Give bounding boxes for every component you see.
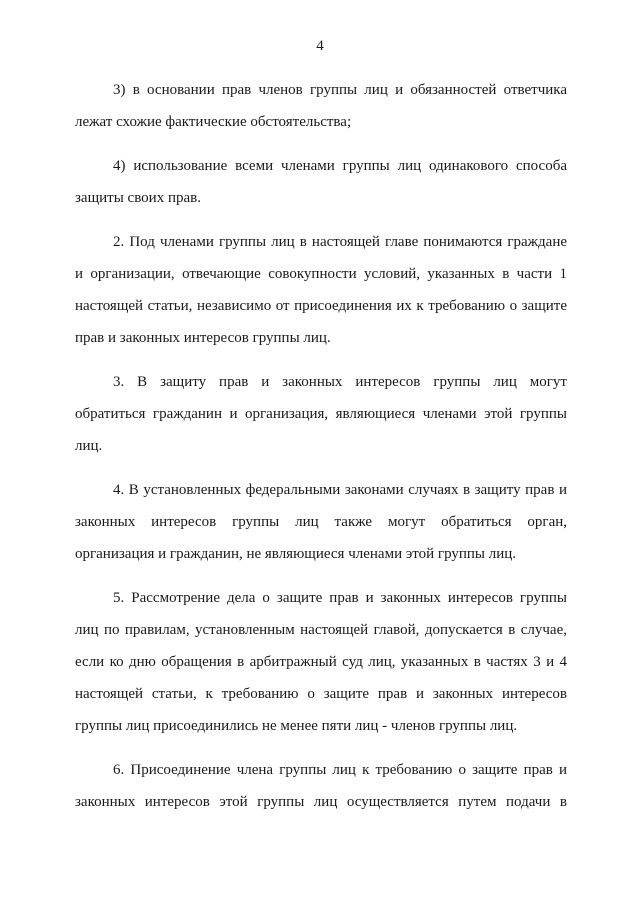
paragraph-part-3	[75, 366, 567, 462]
text-line: организация и гражданин, не являющиеся членами этой группы лиц.	[75, 546, 517, 562]
page-number: 4	[316, 38, 324, 54]
text-line: 4) использование всеми членами группы лиц одинакового способа	[113, 158, 567, 174]
text-line: 5. Рассмотрение дела о защите прав и законных интересов группы	[113, 590, 567, 606]
text-line: лежат схожие фактические обстоятельства;	[75, 114, 352, 130]
text-line: законных интересов группы лиц также могут обратиться орган,	[75, 514, 567, 530]
text-line: настоящей статьи, к требованию о защите прав и законных интересов	[75, 686, 567, 702]
text-line: 3) в основании прав членов группы лиц и обязанностей ответчика	[113, 82, 567, 98]
text-line: лиц по правилам, установленным настоящей главой, допускается в случае,	[75, 622, 567, 638]
text-line: 2. Под членами группы лиц в настоящей главе понимаются граждане	[113, 234, 567, 250]
text-line: группы лиц присоединились не менее пяти лиц - членов группы лиц.	[75, 718, 518, 734]
paragraph-item-4	[75, 150, 567, 214]
text-line: законных интересов этой группы лиц осуществляется путем подачи в	[75, 794, 567, 810]
paragraph-item-3	[75, 74, 567, 138]
text-line: если ко дню обращения в арбитражный суд лиц, указанных в частях 3 и 4	[75, 654, 567, 670]
paragraph-part-4	[75, 474, 567, 570]
paragraph-part-5	[75, 582, 567, 742]
text-line: защиты своих прав.	[75, 190, 201, 206]
text-line: настоящей статьи, независимо от присоединения их к требованию о защите	[75, 298, 567, 314]
document-body	[75, 74, 567, 830]
text-line: 4. В установленных федеральными законами случаях в защиту прав и	[113, 482, 567, 498]
paragraph-part-6	[75, 754, 567, 818]
paragraph-part-2	[75, 226, 567, 354]
text-line: лиц.	[75, 438, 103, 454]
text-line: и организации, отвечающие совокупности условий, указанных в части 1	[75, 266, 567, 282]
text-line: 6. Присоединение члена группы лиц к требованию о защите прав и	[113, 762, 567, 778]
text-line: 3. В защиту прав и законных интересов группы лиц могут	[113, 374, 567, 390]
text-line: прав и законных интересов группы лиц.	[75, 330, 331, 346]
text-line: обратиться гражданин и организация, являющиеся членами этой группы	[75, 406, 567, 422]
